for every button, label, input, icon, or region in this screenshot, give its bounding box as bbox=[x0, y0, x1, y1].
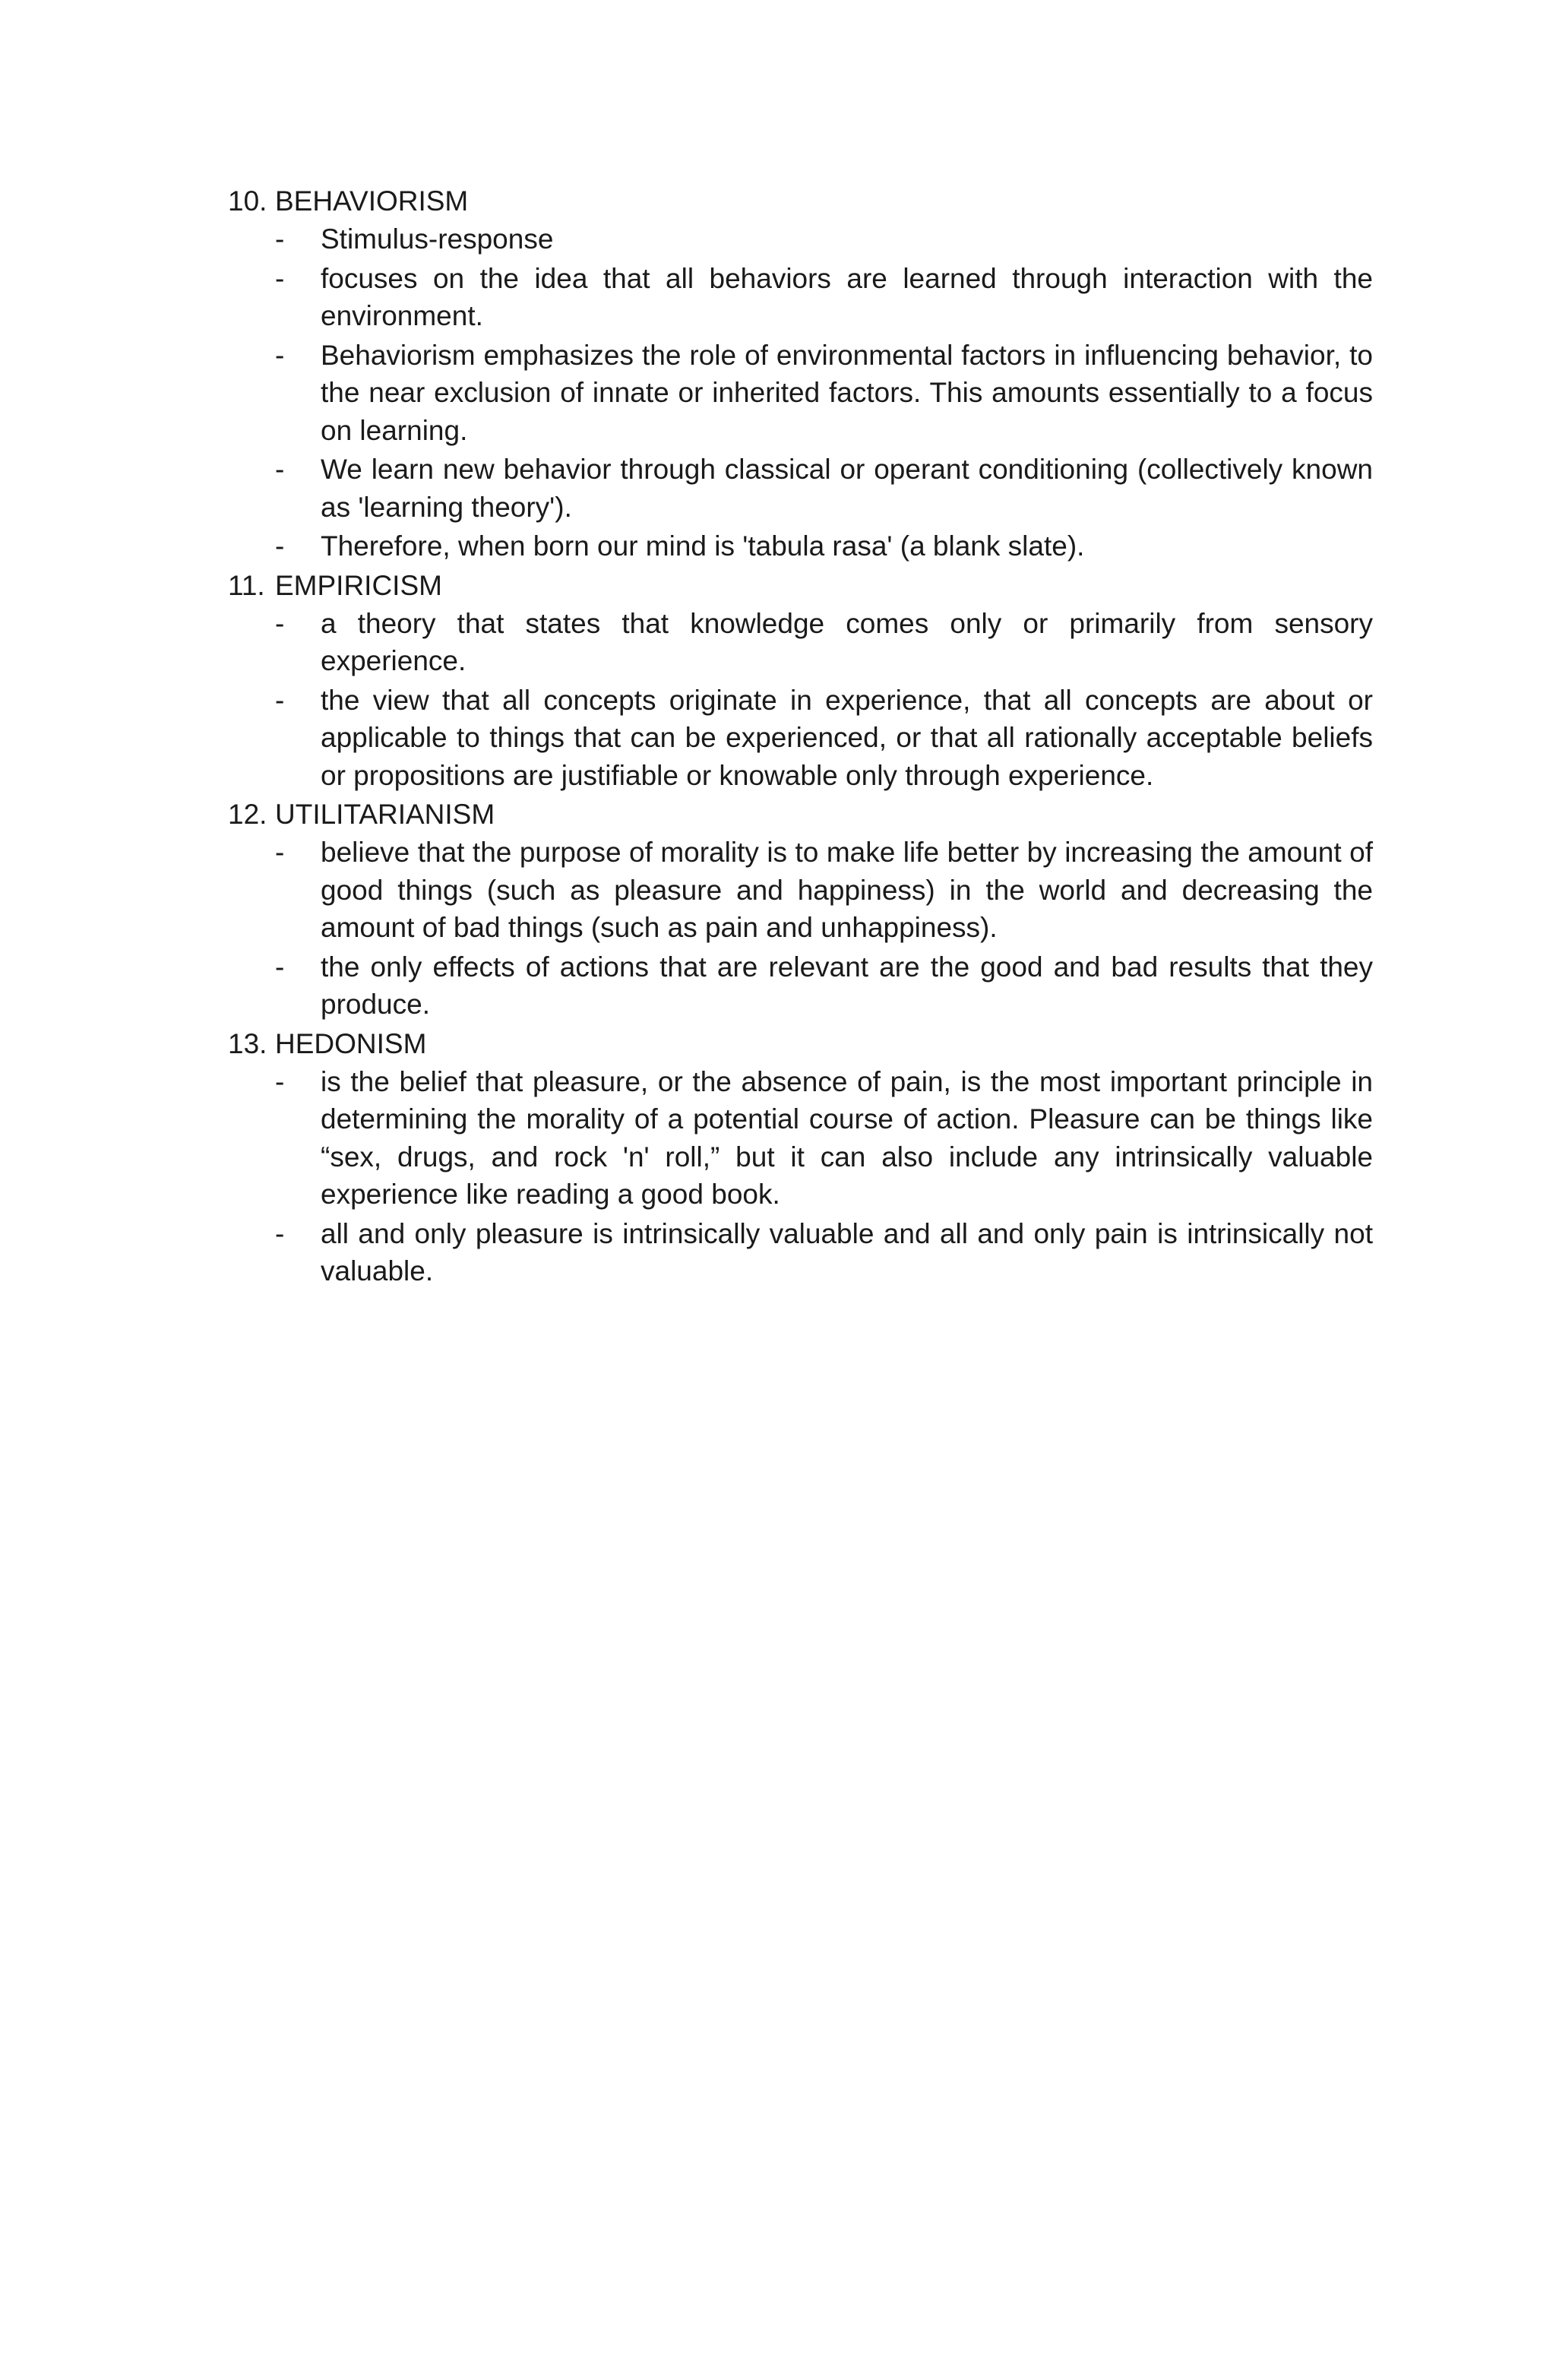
list-item bbox=[228, 1063, 1375, 1215]
list-item bbox=[228, 948, 1375, 1025]
bullet-list bbox=[228, 834, 1375, 1025]
section-heading bbox=[228, 567, 1375, 605]
section-title: HEDONISM bbox=[275, 1027, 427, 1059]
bullet-text: is the belief that pleasure, or the absence of pain, is the most important principle in determining the morality of a potential course of action. Pleasure can be things like “sex, drugs, and rock 'n' roll,” but it can also include any intrinsically valuable experience like reading a good book. bbox=[321, 1065, 1373, 1210]
dash-marker: - bbox=[275, 223, 285, 255]
section-title: UTILITARIANISM bbox=[275, 799, 495, 830]
section-heading bbox=[228, 796, 1375, 834]
dash-marker: - bbox=[275, 530, 285, 562]
section-hedonism bbox=[228, 1025, 1375, 1292]
bullet-text: the view that all concepts originate in experience, that all concepts are about or applicable to things that can be experienced, or that all rationally acceptable beliefs or propositions are justifiable or knowable only through experience. bbox=[321, 684, 1373, 791]
section-title: BEHAVIORISM bbox=[275, 185, 469, 217]
bullet-text: focuses on the idea that all behaviors are learned through interaction with the environment. bbox=[321, 262, 1373, 331]
section-heading bbox=[228, 182, 1375, 220]
bullet-list bbox=[228, 220, 1375, 567]
list-item bbox=[228, 220, 1375, 260]
bullet-text: believe that the purpose of morality is to make life better by increasing the amount of good things (such as pleasure and happiness) in the world and decreasing the amount of bad things (such as pain and unhappiness). bbox=[321, 837, 1373, 943]
section-number: 11. bbox=[228, 569, 265, 601]
section-utilitarianism bbox=[228, 796, 1375, 1025]
section-behaviorism bbox=[228, 182, 1375, 567]
dash-marker: - bbox=[275, 262, 285, 294]
bullet-text: all and only pleasure is intrinsically valuable and all and only pain is intrinsically not valuable. bbox=[321, 1217, 1373, 1287]
document-body bbox=[228, 182, 1375, 1292]
list-item bbox=[228, 337, 1375, 451]
list-item bbox=[228, 527, 1375, 567]
section-title: EMPIRICISM bbox=[275, 569, 442, 601]
bullet-text: a theory that states that knowledge comes only or primarily from sensory experience. bbox=[321, 607, 1373, 676]
section-number: 13. bbox=[228, 1027, 267, 1059]
bullet-text: Behaviorism emphasizes the role of environmental factors in influencing behavior, to the near exclusion of innate or inherited factors. This amounts essentially to a focus on learning. bbox=[321, 339, 1373, 446]
section-number: 12. bbox=[228, 799, 267, 830]
bullet-list bbox=[228, 605, 1375, 796]
bullet-list bbox=[228, 1063, 1375, 1292]
dash-marker: - bbox=[275, 454, 285, 485]
list-item bbox=[228, 834, 1375, 948]
dash-marker: - bbox=[275, 951, 285, 983]
bullet-text: the only effects of actions that are relevant are the good and bad results that they produce. bbox=[321, 951, 1373, 1020]
list-item bbox=[228, 451, 1375, 527]
dash-marker: - bbox=[275, 1217, 285, 1249]
dash-marker: - bbox=[275, 684, 285, 716]
bullet-text: Therefore, when born our mind is 'tabula rasa' (a blank slate). bbox=[321, 530, 1085, 562]
section-empiricism bbox=[228, 567, 1375, 796]
list-item bbox=[228, 605, 1375, 682]
section-heading bbox=[228, 1025, 1375, 1063]
dash-marker: - bbox=[275, 607, 285, 639]
list-item bbox=[228, 260, 1375, 337]
dash-marker: - bbox=[275, 1065, 285, 1097]
dash-marker: - bbox=[275, 339, 285, 371]
bullet-text: Stimulus-response bbox=[321, 223, 554, 255]
list-item bbox=[228, 682, 1375, 796]
list-item bbox=[228, 1215, 1375, 1292]
bullet-text: We learn new behavior through classical or operant conditioning (collectively known as 'learning theory'). bbox=[321, 454, 1373, 523]
dash-marker: - bbox=[275, 837, 285, 868]
section-number: 10. bbox=[228, 185, 267, 217]
